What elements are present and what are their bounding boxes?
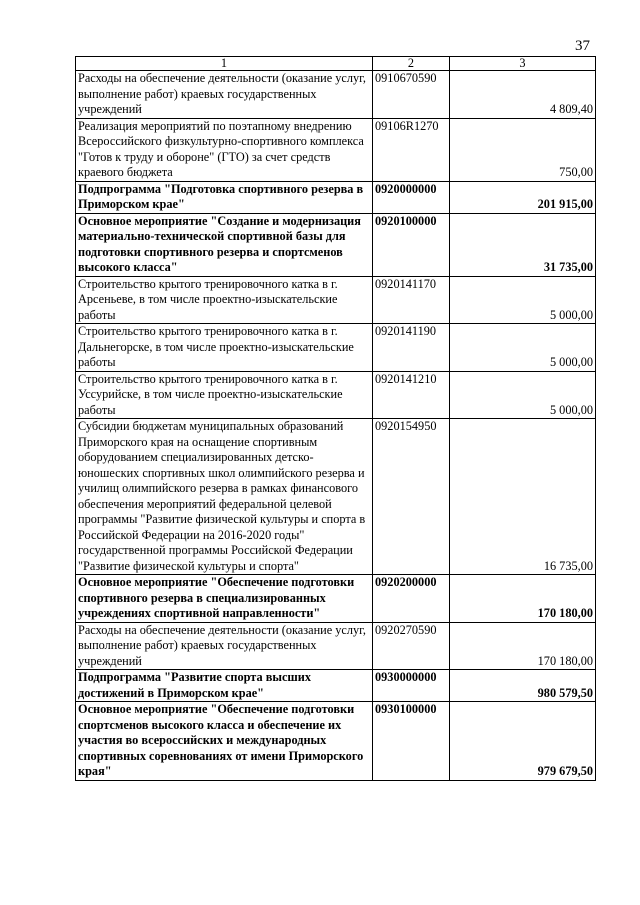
page-number: 37: [575, 38, 590, 54]
row-amount-cell: 170 180,00: [450, 622, 596, 670]
table-row: [76, 324, 596, 372]
row-code-cell: 0920141170: [373, 276, 450, 324]
row-name-cell: Расходы на обеспечение деятельности (оказание услуг, выполнение работ) краевых государственных учреждений: [76, 622, 373, 670]
column-header-2: 2: [373, 57, 450, 71]
row-amount-cell: 201 915,00: [450, 181, 596, 213]
row-amount-cell: 750,00: [450, 118, 596, 181]
row-name-cell: Подпрограмма "Подготовка спортивного резерва в Приморском крае": [76, 181, 373, 213]
table-row: [76, 702, 596, 781]
row-code-cell: 0910670590: [373, 71, 450, 119]
row-amount-cell: 980 579,50: [450, 670, 596, 702]
table-row: [76, 371, 596, 419]
table-row: [76, 622, 596, 670]
row-name-cell: Основное мероприятие "Создание и модернизация материально-технической спортивной базы для подготовки спортивного резерва и спортсменов высокого класса": [76, 213, 373, 276]
row-name-cell: Основное мероприятие "Обеспечение подготовки спортивного резерва в специализированных учреждениях спортивной направленности": [76, 575, 373, 623]
row-code-cell: 0920200000: [373, 575, 450, 623]
row-code-cell: 0920100000: [373, 213, 450, 276]
row-name-cell: Строительство крытого тренировочного катка в г. Дальнегорске, в том числе проектно-изыскательские работы: [76, 324, 373, 372]
row-name-cell: Строительство крытого тренировочного катка в г. Уссурийске, в том числе проектно-изыскательские работы: [76, 371, 373, 419]
table-row: [76, 419, 596, 575]
table-row: [76, 213, 596, 276]
budget-table-body: [76, 57, 596, 781]
row-amount-cell: 4 809,40: [450, 71, 596, 119]
row-name-cell: Реализация мероприятий по поэтапному внедрению Всероссийского физкультурно-спортивного комплекса "Готов к труду и обороне" (ГТО) за счет средств краевого бюджета: [76, 118, 373, 181]
row-code-cell: 0920141190: [373, 324, 450, 372]
row-amount-cell: 31 735,00: [450, 213, 596, 276]
row-name-cell: Субсидии бюджетам муниципальных образований Приморского края на оснащение спортивным оборудованием специализированных детско-юношеских спортивных школ олимпийского резерва и училищ олимпийского резерва в рамках финансового обеспечения мероприятий федеральной целевой программы "Развитие физической культуры и спорта в Российской Федерации на 2016-2020 годы" государственной программы Российской Федерации "Развитие физической культуры и спорта": [76, 419, 373, 575]
row-code-cell: 0920270590: [373, 622, 450, 670]
row-amount-cell: 16 735,00: [450, 419, 596, 575]
budget-table: [75, 56, 596, 781]
row-amount-cell: 5 000,00: [450, 371, 596, 419]
row-code-cell: 09106R1270: [373, 118, 450, 181]
table-row: [76, 118, 596, 181]
row-name-cell: Подпрограмма "Развитие спорта высших достижений в Приморском крае": [76, 670, 373, 702]
table-header-row: [76, 57, 596, 71]
row-name-cell: Строительство крытого тренировочного катка в г. Арсеньеве, в том числе проектно-изыскательские работы: [76, 276, 373, 324]
row-code-cell: 0920000000: [373, 181, 450, 213]
column-header-3: 3: [450, 57, 596, 71]
table-row: [76, 670, 596, 702]
row-code-cell: 0920154950: [373, 419, 450, 575]
row-name-cell: Расходы на обеспечение деятельности (оказание услуг, выполнение работ) краевых государственных учреждений: [76, 71, 373, 119]
row-amount-cell: 5 000,00: [450, 324, 596, 372]
row-amount-cell: 979 679,50: [450, 702, 596, 781]
table-row: [76, 181, 596, 213]
table-row: [76, 71, 596, 119]
table-row: [76, 575, 596, 623]
row-amount-cell: 170 180,00: [450, 575, 596, 623]
column-header-1: 1: [76, 57, 373, 71]
row-amount-cell: 5 000,00: [450, 276, 596, 324]
row-name-cell: Основное мероприятие "Обеспечение подготовки спортсменов высокого класса и обеспечение их участия во всероссийских и международных спортивных соревнованиях от имени Приморского края": [76, 702, 373, 781]
row-code-cell: 0920141210: [373, 371, 450, 419]
table-row: [76, 276, 596, 324]
row-code-cell: 0930100000: [373, 702, 450, 781]
row-code-cell: 0930000000: [373, 670, 450, 702]
